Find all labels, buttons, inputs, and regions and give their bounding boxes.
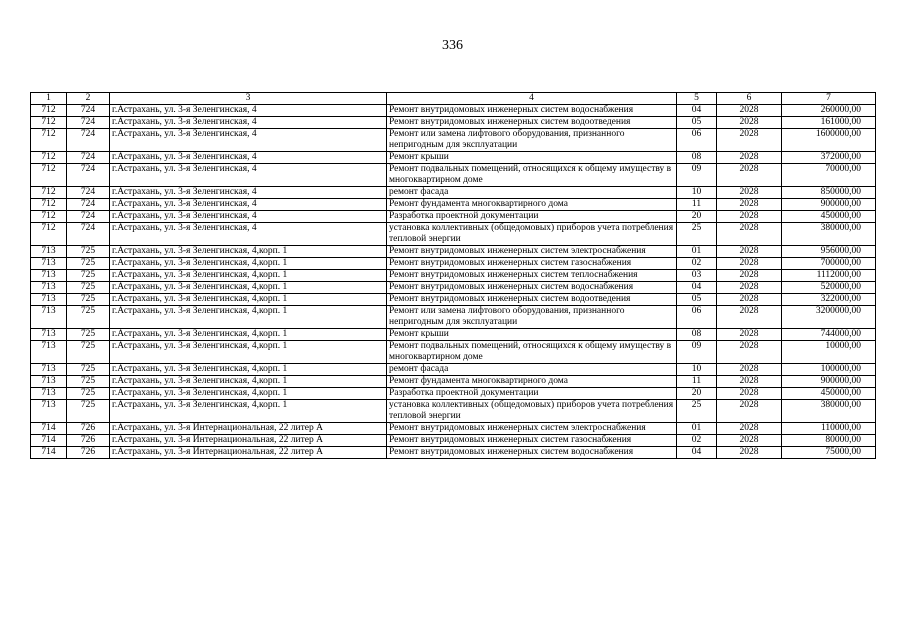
row-number-cell: 714 (31, 447, 67, 459)
work-code-cell: 05 (677, 117, 717, 129)
work-type-cell: Ремонт внутридомовых инженерных систем электроснабжения (387, 246, 677, 258)
object-number-cell: 724 (67, 223, 110, 246)
address-cell: г.Астрахань, ул. 3-я Интернациональная, 22 литер А (110, 423, 387, 435)
work-code-cell: 10 (677, 364, 717, 376)
address-cell: г.Астрахань, ул. 3-я Интернациональная, 22 литер А (110, 447, 387, 459)
row-number-cell: 712 (31, 164, 67, 187)
year-cell: 2028 (717, 270, 782, 282)
year-cell: 2028 (717, 187, 782, 199)
row-number-cell: 713 (31, 270, 67, 282)
work-code-cell: 08 (677, 152, 717, 164)
work-type-cell: Ремонт крыши (387, 152, 677, 164)
work-code-cell: 05 (677, 294, 717, 306)
row-number-cell: 713 (31, 306, 67, 329)
work-code-cell: 25 (677, 400, 717, 423)
work-type-cell: Разработка проектной документации (387, 388, 677, 400)
work-code-cell: 03 (677, 270, 717, 282)
work-type-cell: Ремонт подвальных помещений, относящихся к общему имуществу в многоквартирном доме (387, 164, 677, 187)
object-number-cell: 725 (67, 270, 110, 282)
column-header: 4 (387, 93, 677, 105)
works-table (30, 92, 876, 459)
year-cell: 2028 (717, 129, 782, 152)
cost-cell: 372000,00 (782, 152, 876, 164)
table-body (31, 105, 876, 459)
address-cell: г.Астрахань, ул. 3-я Зеленгинская, 4,корп. 1 (110, 270, 387, 282)
object-number-cell: 724 (67, 187, 110, 199)
row-number-cell: 712 (31, 129, 67, 152)
table-row (31, 400, 876, 423)
table-row (31, 329, 876, 341)
work-type-cell: ремонт фасада (387, 187, 677, 199)
table-row (31, 270, 876, 282)
work-type-cell: Ремонт или замена лифтового оборудования, признанного непригодным для эксплуатации (387, 306, 677, 329)
cost-cell: 450000,00 (782, 211, 876, 223)
year-cell: 2028 (717, 423, 782, 435)
row-number-cell: 713 (31, 294, 67, 306)
object-number-cell: 725 (67, 364, 110, 376)
year-cell: 2028 (717, 246, 782, 258)
object-number-cell: 725 (67, 388, 110, 400)
work-type-cell: установка коллективных (общедомовых) приборов учета потребления тепловой энергии (387, 400, 677, 423)
address-cell: г.Астрахань, ул. 3-я Зеленгинская, 4,корп. 1 (110, 400, 387, 423)
work-code-cell: 20 (677, 211, 717, 223)
table-row (31, 282, 876, 294)
header-row (31, 93, 876, 105)
address-cell: г.Астрахань, ул. 3-я Интернациональная, 22 литер А (110, 435, 387, 447)
cost-cell: 1600000,00 (782, 129, 876, 152)
cost-cell: 80000,00 (782, 435, 876, 447)
table-row (31, 341, 876, 364)
table-row (31, 294, 876, 306)
address-cell: г.Астрахань, ул. 3-я Зеленгинская, 4 (110, 117, 387, 129)
address-cell: г.Астрахань, ул. 3-я Зеленгинская, 4,корп. 1 (110, 258, 387, 270)
cost-cell: 850000,00 (782, 187, 876, 199)
work-type-cell: Ремонт крыши (387, 329, 677, 341)
object-number-cell: 725 (67, 294, 110, 306)
row-number-cell: 713 (31, 364, 67, 376)
object-number-cell: 725 (67, 258, 110, 270)
work-code-cell: 06 (677, 129, 717, 152)
address-cell: г.Астрахань, ул. 3-я Зеленгинская, 4,корп. 1 (110, 329, 387, 341)
address-cell: г.Астрахань, ул. 3-я Зеленгинская, 4 (110, 211, 387, 223)
address-cell: г.Астрахань, ул. 3-я Зеленгинская, 4 (110, 152, 387, 164)
table-row (31, 164, 876, 187)
address-cell: г.Астрахань, ул. 3-я Зеленгинская, 4,корп. 1 (110, 364, 387, 376)
row-number-cell: 714 (31, 423, 67, 435)
table-row (31, 376, 876, 388)
work-type-cell: Ремонт фундамента многоквартирного дома (387, 376, 677, 388)
work-type-cell: Ремонт внутридомовых инженерных систем водоснабжения (387, 282, 677, 294)
address-cell: г.Астрахань, ул. 3-я Зеленгинская, 4 (110, 105, 387, 117)
work-type-cell: Ремонт внутридомовых инженерных систем газоснабжения (387, 258, 677, 270)
year-cell: 2028 (717, 105, 782, 117)
year-cell: 2028 (717, 329, 782, 341)
work-code-cell: 25 (677, 223, 717, 246)
column-header: 5 (677, 93, 717, 105)
table-row (31, 306, 876, 329)
work-code-cell: 04 (677, 105, 717, 117)
object-number-cell: 725 (67, 376, 110, 388)
object-number-cell: 725 (67, 246, 110, 258)
object-number-cell: 726 (67, 435, 110, 447)
work-code-cell: 02 (677, 258, 717, 270)
year-cell: 2028 (717, 400, 782, 423)
work-code-cell: 09 (677, 341, 717, 364)
cost-cell: 956000,00 (782, 246, 876, 258)
cost-cell: 744000,00 (782, 329, 876, 341)
year-cell: 2028 (717, 376, 782, 388)
work-code-cell: 04 (677, 447, 717, 459)
work-code-cell: 01 (677, 423, 717, 435)
row-number-cell: 712 (31, 223, 67, 246)
table-row (31, 105, 876, 117)
column-header: 6 (717, 93, 782, 105)
table-row (31, 388, 876, 400)
work-type-cell: Ремонт внутридомовых инженерных систем электроснабжения (387, 423, 677, 435)
object-number-cell: 724 (67, 164, 110, 187)
year-cell: 2028 (717, 341, 782, 364)
address-cell: г.Астрахань, ул. 3-я Зеленгинская, 4,корп. 1 (110, 376, 387, 388)
address-cell: г.Астрахань, ул. 3-я Зеленгинская, 4,корп. 1 (110, 246, 387, 258)
row-number-cell: 713 (31, 246, 67, 258)
work-code-cell: 09 (677, 164, 717, 187)
work-code-cell: 01 (677, 246, 717, 258)
year-cell: 2028 (717, 447, 782, 459)
row-number-cell: 712 (31, 187, 67, 199)
work-code-cell: 20 (677, 388, 717, 400)
column-header: 3 (110, 93, 387, 105)
address-cell: г.Астрахань, ул. 3-я Зеленгинская, 4 (110, 164, 387, 187)
work-type-cell: Ремонт внутридомовых инженерных систем водоотведения (387, 117, 677, 129)
work-code-cell: 11 (677, 376, 717, 388)
year-cell: 2028 (717, 435, 782, 447)
year-cell: 2028 (717, 199, 782, 211)
year-cell: 2028 (717, 152, 782, 164)
work-code-cell: 10 (677, 187, 717, 199)
cost-cell: 380000,00 (782, 223, 876, 246)
work-type-cell: ремонт фасада (387, 364, 677, 376)
table-row (31, 117, 876, 129)
row-number-cell: 713 (31, 376, 67, 388)
row-number-cell: 713 (31, 258, 67, 270)
table-row (31, 447, 876, 459)
table-row (31, 364, 876, 376)
object-number-cell: 725 (67, 400, 110, 423)
cost-cell: 100000,00 (782, 364, 876, 376)
table-row (31, 246, 876, 258)
cost-cell: 3200000,00 (782, 306, 876, 329)
object-number-cell: 725 (67, 282, 110, 294)
cost-cell: 900000,00 (782, 199, 876, 211)
work-type-cell: Ремонт внутридомовых инженерных систем водоснабжения (387, 105, 677, 117)
row-number-cell: 712 (31, 152, 67, 164)
row-number-cell: 714 (31, 435, 67, 447)
year-cell: 2028 (717, 282, 782, 294)
row-number-cell: 713 (31, 329, 67, 341)
year-cell: 2028 (717, 364, 782, 376)
table-row (31, 199, 876, 211)
object-number-cell: 724 (67, 117, 110, 129)
row-number-cell: 712 (31, 211, 67, 223)
row-number-cell: 713 (31, 400, 67, 423)
cost-cell: 260000,00 (782, 105, 876, 117)
cost-cell: 900000,00 (782, 376, 876, 388)
work-type-cell: Разработка проектной документации (387, 211, 677, 223)
address-cell: г.Астрахань, ул. 3-я Зеленгинская, 4,корп. 1 (110, 282, 387, 294)
cost-cell: 161000,00 (782, 117, 876, 129)
column-header: 1 (31, 93, 67, 105)
work-type-cell: Ремонт внутридомовых инженерных систем газоснабжения (387, 435, 677, 447)
address-cell: г.Астрахань, ул. 3-я Зеленгинская, 4,корп. 1 (110, 341, 387, 364)
cost-cell: 380000,00 (782, 400, 876, 423)
address-cell: г.Астрахань, ул. 3-я Зеленгинская, 4 (110, 187, 387, 199)
address-cell: г.Астрахань, ул. 3-я Зеленгинская, 4 (110, 199, 387, 211)
row-number-cell: 713 (31, 341, 67, 364)
column-header: 2 (67, 93, 110, 105)
cost-cell: 10000,00 (782, 341, 876, 364)
cost-cell: 322000,00 (782, 294, 876, 306)
object-number-cell: 725 (67, 341, 110, 364)
cost-cell: 70000,00 (782, 164, 876, 187)
row-number-cell: 712 (31, 199, 67, 211)
year-cell: 2028 (717, 223, 782, 246)
year-cell: 2028 (717, 388, 782, 400)
address-cell: г.Астрахань, ул. 3-я Зеленгинская, 4 (110, 223, 387, 246)
object-number-cell: 726 (67, 447, 110, 459)
work-type-cell: Ремонт или замена лифтового оборудования, признанного непригодным для эксплуатации (387, 129, 677, 152)
year-cell: 2028 (717, 164, 782, 187)
table-row (31, 187, 876, 199)
address-cell: г.Астрахань, ул. 3-я Зеленгинская, 4,корп. 1 (110, 294, 387, 306)
address-cell: г.Астрахань, ул. 3-я Зеленгинская, 4,корп. 1 (110, 388, 387, 400)
work-type-cell: установка коллективных (общедомовых) приборов учета потребления тепловой энергии (387, 223, 677, 246)
work-code-cell: 11 (677, 199, 717, 211)
table-row (31, 258, 876, 270)
year-cell: 2028 (717, 306, 782, 329)
table-row (31, 423, 876, 435)
object-number-cell: 724 (67, 152, 110, 164)
object-number-cell: 725 (67, 306, 110, 329)
year-cell: 2028 (717, 211, 782, 223)
work-type-cell: Ремонт внутридомовых инженерных систем теплоснабжения (387, 270, 677, 282)
table-row (31, 223, 876, 246)
work-code-cell: 08 (677, 329, 717, 341)
cost-cell: 450000,00 (782, 388, 876, 400)
table-row (31, 435, 876, 447)
cost-cell: 520000,00 (782, 282, 876, 294)
object-number-cell: 724 (67, 199, 110, 211)
work-code-cell: 04 (677, 282, 717, 294)
table-row (31, 129, 876, 152)
year-cell: 2028 (717, 294, 782, 306)
work-type-cell: Ремонт внутридомовых инженерных систем водоснабжения (387, 447, 677, 459)
object-number-cell: 726 (67, 423, 110, 435)
year-cell: 2028 (717, 117, 782, 129)
work-type-cell: Ремонт подвальных помещений, относящихся к общему имуществу в многоквартирном доме (387, 341, 677, 364)
column-header: 7 (782, 93, 876, 105)
object-number-cell: 724 (67, 211, 110, 223)
work-code-cell: 02 (677, 435, 717, 447)
cost-cell: 110000,00 (782, 423, 876, 435)
work-type-cell: Ремонт фундамента многоквартирного дома (387, 199, 677, 211)
work-type-cell: Ремонт внутридомовых инженерных систем водоотведения (387, 294, 677, 306)
object-number-cell: 725 (67, 329, 110, 341)
table-row (31, 152, 876, 164)
year-cell: 2028 (717, 258, 782, 270)
row-number-cell: 713 (31, 388, 67, 400)
row-number-cell: 712 (31, 117, 67, 129)
cost-cell: 700000,00 (782, 258, 876, 270)
page-number: 336 (442, 38, 463, 53)
table-row (31, 211, 876, 223)
row-number-cell: 713 (31, 282, 67, 294)
work-code-cell: 06 (677, 306, 717, 329)
object-number-cell: 724 (67, 105, 110, 117)
address-cell: г.Астрахань, ул. 3-я Зеленгинская, 4,корп. 1 (110, 306, 387, 329)
address-cell: г.Астрахань, ул. 3-я Зеленгинская, 4 (110, 129, 387, 152)
object-number-cell: 724 (67, 129, 110, 152)
row-number-cell: 712 (31, 105, 67, 117)
cost-cell: 1112000,00 (782, 270, 876, 282)
cost-cell: 75000,00 (782, 447, 876, 459)
